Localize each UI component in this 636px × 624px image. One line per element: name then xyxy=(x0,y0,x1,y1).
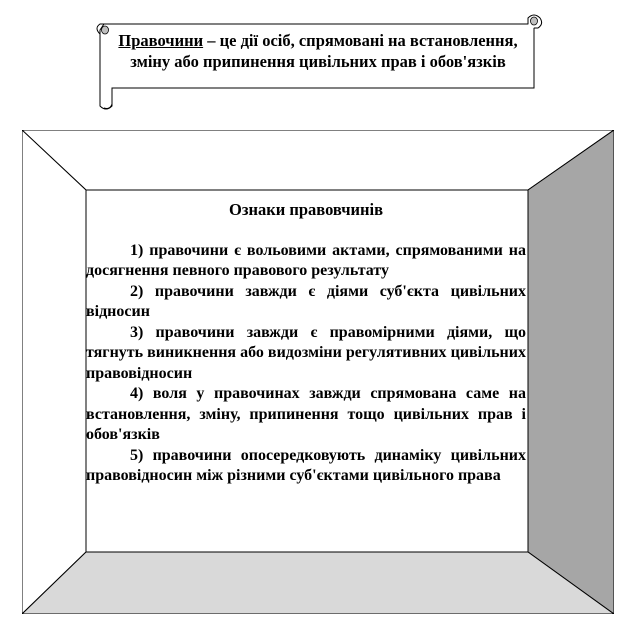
feature-item: 1) правочини є вольовими актами, спрямованими на досягнення певного правового результату xyxy=(86,241,526,279)
feature-item: 2) правочини завжди є діями суб'єкта цивільних відносин xyxy=(86,282,526,320)
definition-term: Правочини xyxy=(118,31,204,50)
definition-body: – це дії осіб, спрямовані на встановлення, зміну або припинення цивільних прав і обов'язків xyxy=(130,31,518,71)
feature-item: 3) правочини завжди є правомірними діями, що тягнуть виникнення або видозміни регулятивних цивільних правовідносин xyxy=(86,323,526,382)
bevel-right xyxy=(528,130,614,614)
feature-item: 5) правочини опосередковують динаміку цивільних правовідносин між різними суб'єктами цивільного права xyxy=(86,446,526,484)
panel-title: Ознаки правовчинів xyxy=(228,200,384,219)
feature-item: 4) воля у правочинах завжди спрямована саме на встановлення, зміну, припинення тощо цивільних прав і обов'язків xyxy=(86,385,526,443)
bevel-bottom xyxy=(22,552,614,614)
features-panel xyxy=(86,190,526,550)
bevel-left xyxy=(22,130,86,614)
bevel-top xyxy=(22,130,614,190)
definition-text xyxy=(112,30,524,72)
